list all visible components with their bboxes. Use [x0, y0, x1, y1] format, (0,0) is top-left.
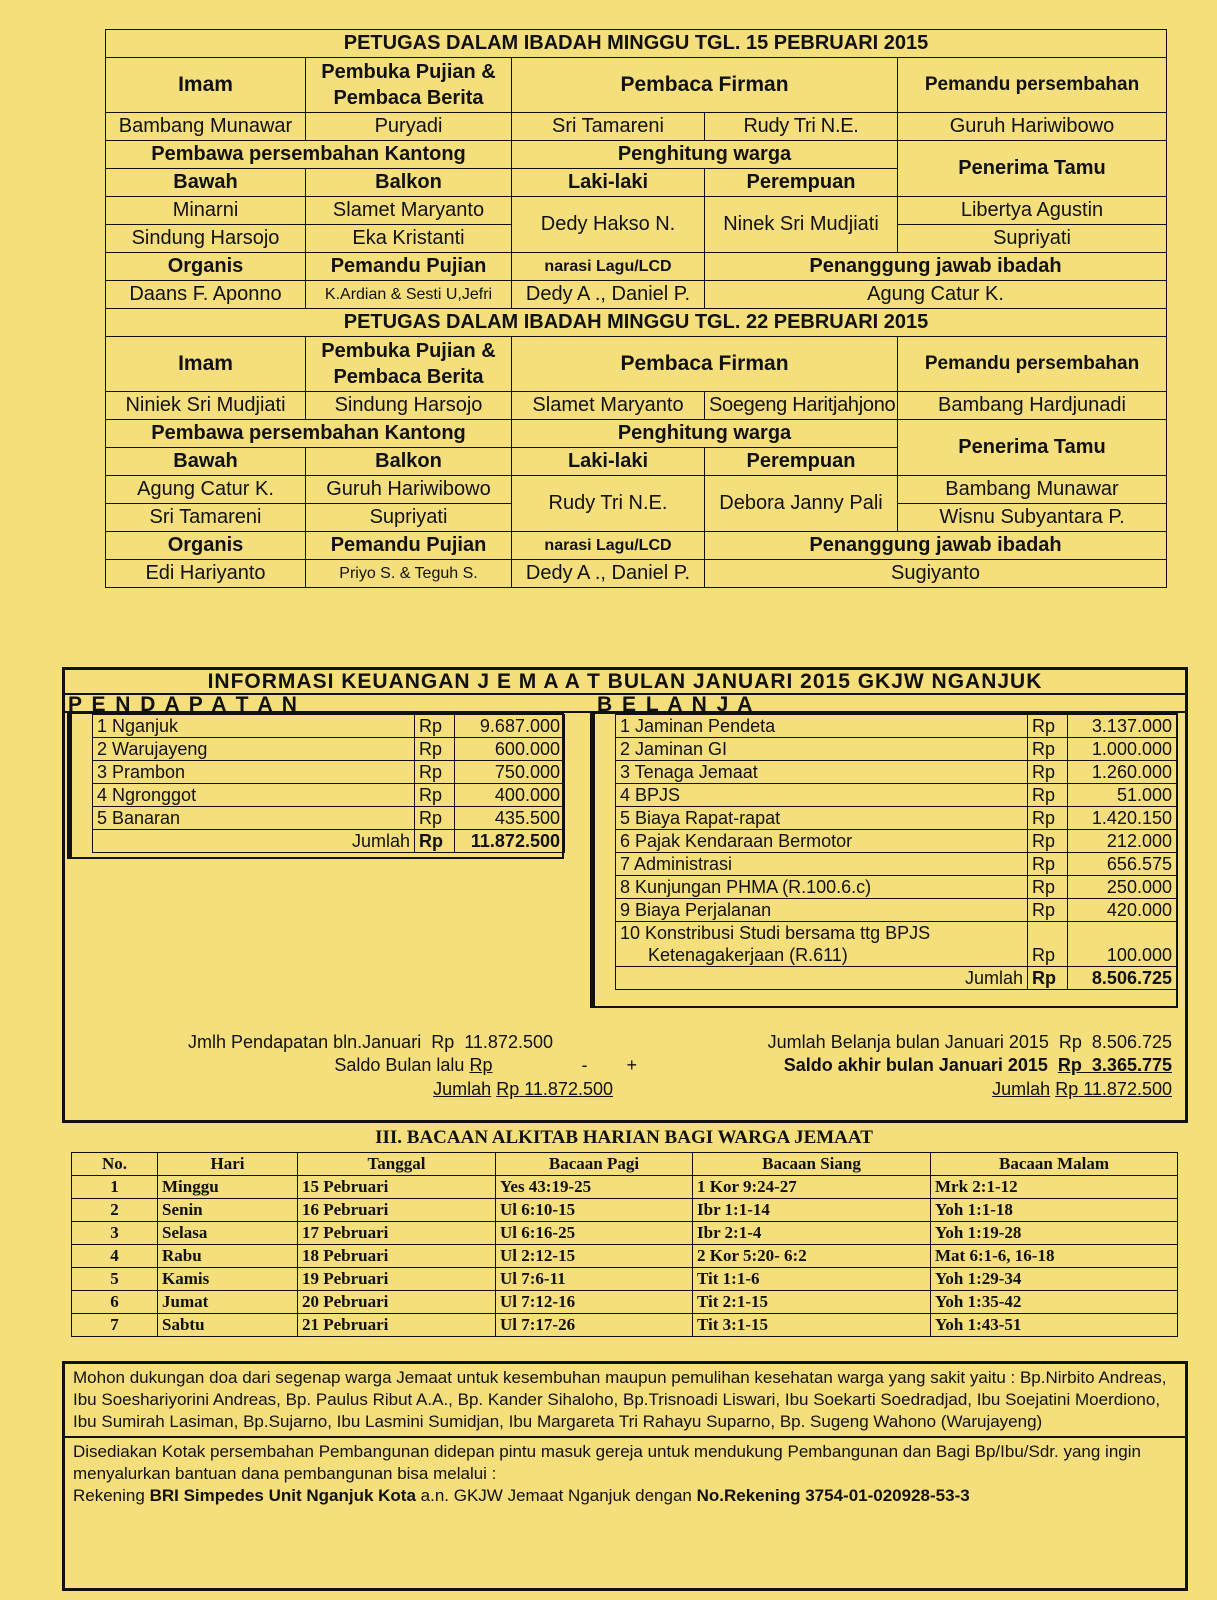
bible-cell: 17 Pebruari [302, 1223, 389, 1242]
bible-cell: Rabu [162, 1246, 202, 1265]
header-bawah: Bawah [173, 450, 238, 472]
expense-currency: Rp [1032, 784, 1056, 805]
income-currency: Rp [419, 761, 443, 782]
bible-cell: Tit 1:1-6 [697, 1269, 760, 1288]
bible-reading-table [71, 1152, 1178, 1337]
income-total-label: Jumlah [351, 830, 410, 851]
bible-cell: Ul 7:17-26 [500, 1315, 576, 1334]
balkon-2: Eka Kristanti [352, 227, 465, 249]
prayer-request: Mohon dukungan doa dari segenap warga Jemaat untuk kesembuhan maupun pemulihan kesehatan warga yang sakit yaitu : Bp.Nirbito Andreas, Ibu Soeshariyorini Andreas, Bp. Paulus Ribut A.A., Bp. Kander Sihaloho, Bp.Trisnoadi Liswari, Ibu Soekarti Soedradjad, Ibu Soejatini Moerdiono, Ibu Sumirah Lasiman, Bp.Sujarno, Ibu Lasmini Sumidjan, Ibu Margareta Tri Rahayu Suparno, Bp. Sugeng Wahono (Warujayeng) [73, 1368, 1167, 1431]
bible-cell: 19 Pebruari [302, 1269, 389, 1288]
expense-currency: Rp [1032, 761, 1056, 782]
roster-title-cell [106, 30, 1167, 58]
header-balkon: Balkon [375, 450, 442, 472]
organis-name: Edi Hariyanto [145, 562, 266, 584]
bible-cell: Yoh 1:29-34 [935, 1269, 1022, 1288]
imam-name: Niniek Sri Mudjiati [125, 394, 286, 416]
penanggung-jawab-name: Sugiyanto [891, 562, 980, 584]
bible-cell: Selasa [162, 1223, 208, 1242]
expense-name: 7 Administrasi [620, 853, 733, 874]
income-amount: 435.500 [494, 807, 560, 828]
pembaca-firman-2: Rudy Tri N.E. [743, 115, 859, 137]
income-currency: Rp [419, 807, 443, 828]
bible-cell: 5 [110, 1269, 119, 1288]
header-bawah: Bawah [173, 171, 238, 193]
bible-cell: 3 [110, 1223, 119, 1242]
bible-cell: Yoh 1:43-51 [935, 1315, 1022, 1334]
header-pemandu-pujian: Pemandu Pujian [330, 255, 487, 277]
expense-amount: 656.575 [1106, 853, 1172, 874]
bible-cell: Mrk 2:1-12 [935, 1177, 1018, 1196]
header-narasi: narasi Lagu/LCD [544, 536, 672, 554]
header-perempuan: Perempuan [746, 450, 856, 472]
header-penerima-tamu: Penerima Tamu [958, 157, 1106, 179]
bible-cell: Tit 2:1-15 [697, 1292, 768, 1311]
summary-right-3: Jumlah Rp 11.872.500 [992, 1079, 1172, 1099]
income-box [67, 712, 564, 859]
bible-cell: 2 Kor 5:20- 6:2 [697, 1246, 807, 1265]
bible-cell: 1 Kor 9:24-27 [697, 1177, 797, 1196]
bible-header: Bacaan Malam [998, 1154, 1110, 1173]
header-penerima-tamu: Penerima Tamu [958, 436, 1106, 458]
expense-amount: 51.000 [1116, 784, 1172, 805]
header-penghitung: Penghitung warga [617, 143, 792, 165]
expense-amount: 3.137.000 [1091, 715, 1172, 736]
header-penanggung-jawab: Penanggung jawab ibadah [809, 534, 1062, 556]
bawah-2: Sri Tamareni [149, 506, 262, 528]
bible-row [72, 1291, 1178, 1314]
header-organis: Organis [167, 255, 244, 277]
summary-left-2: Saldo Bulan lalu Rp - + [334, 1055, 637, 1075]
expense-box [590, 712, 1178, 1008]
income-amount: 750.000 [494, 761, 560, 782]
income-amount: 600.000 [494, 738, 560, 759]
bible-row [72, 1222, 1178, 1245]
bible-cell: 15 Pebruari [302, 1177, 389, 1196]
header-kantong: Pembawa persembahan Kantong [151, 143, 466, 165]
expense-row [616, 899, 1177, 922]
roster-title: PETUGAS DALAM IBADAH MINGGU TGL. 15 PEBRUARI 2015 [343, 32, 929, 54]
pemandu-name: Bambang Hardjunadi [938, 394, 1126, 416]
bible-header: No. [101, 1154, 128, 1173]
header-imam: Imam [178, 352, 233, 375]
expense-name: 8 Kunjungan PHMA (R.100.6.c) [620, 876, 872, 897]
header-perempuan: Perempuan [746, 171, 856, 193]
expense-row [616, 784, 1177, 807]
penghitung-perempuan: Debora Janny Pali [719, 492, 883, 514]
pembaca-firman-2: Soegeng Haritjahjono [709, 394, 896, 416]
expense-name: 10 Konstribusi Studi bersama ttg BPJS [620, 923, 931, 943]
expense-name: 4 BPJS [620, 784, 681, 805]
pembuka-name: Puryadi [374, 115, 443, 137]
income-name: 4 Ngronggot [97, 784, 197, 805]
finance-section [62, 667, 1188, 1123]
header-balkon: Balkon [375, 171, 442, 193]
header-pembaca-berita: Pembaca Berita [333, 87, 484, 109]
bible-cell: Senin [162, 1200, 203, 1219]
bible-cell: Minggu [162, 1177, 219, 1196]
expense-total-label: Jumlah [964, 967, 1023, 988]
expense-currency: Rp [1032, 830, 1056, 851]
bible-header-row [72, 1153, 1178, 1176]
expense-name: 6 Pajak Kendaraan Bermotor [620, 830, 853, 851]
pemandu-pujian-name: K.Ardian & Sesti U,Jefri [324, 285, 493, 303]
expense-row [616, 876, 1177, 899]
bible-cell: Ibr 2:1-4 [697, 1223, 762, 1242]
income-amount: 400.000 [494, 784, 560, 805]
expense-amount: 250.000 [1106, 876, 1172, 897]
narasi-name: Dedy A ., Daniel P. [525, 283, 691, 305]
expense-amount: 212.000 [1106, 830, 1172, 851]
bible-cell: Yes 43:19-25 [500, 1177, 592, 1196]
donation-info: Disediakan Kotak persembahan Pembangunan didepan pintu masuk gereja untuk mendukung Pembangunan dan Bagi Bp/Ibu/Sdr. yang ingin menyalurkan bantuan dana pembangunan bisa melalui : Rekening BRI Simpedes Unit Nganjuk Kota a.n. GKJW Jemaat Nganjuk dengan No.Rekening 3754-01-020928-53-3 [73, 1442, 1141, 1505]
bible-cell: Sabtu [162, 1315, 205, 1334]
income-total-currency: Rp [419, 830, 443, 851]
expense-currency: Rp [1032, 807, 1056, 828]
expense-label: B E L A N J A [597, 693, 755, 716]
expense-amount: 1.420.150 [1091, 807, 1172, 828]
expense-table [615, 714, 1177, 990]
income-total-amount: 11.872.500 [470, 830, 560, 851]
bible-row [72, 1245, 1178, 1268]
expense-name-cont: Ketenagakerjaan (R.611) [648, 945, 848, 965]
header-pemandu-persembahan: Pemandu persembahan [924, 74, 1140, 95]
bible-cell: Mat 6:1-6, 16-18 [935, 1246, 1055, 1265]
expense-row [616, 761, 1177, 784]
expense-amount: 420.000 [1106, 899, 1172, 920]
expense-name: 2 Jaminan GI [620, 738, 728, 759]
penerima-tamu-1: Bambang Munawar [945, 478, 1119, 500]
bible-cell: Tit 3:1-15 [697, 1315, 768, 1334]
income-label: P E N D A P A T A N [68, 693, 299, 716]
narasi-name: Dedy A ., Daniel P. [525, 562, 691, 584]
expense-currency: Rp [1032, 945, 1056, 965]
expense-currency: Rp [1032, 715, 1056, 736]
expense-total-amount: 8.506.725 [1091, 967, 1172, 988]
bible-cell: Kamis [162, 1269, 210, 1288]
bible-row [72, 1199, 1178, 1222]
bible-cell: 7 [110, 1315, 119, 1334]
expense-amount: 1.000.000 [1091, 738, 1172, 759]
expense-currency: Rp [1032, 876, 1056, 897]
bible-header: Bacaan Pagi [548, 1154, 640, 1173]
income-row [93, 738, 565, 761]
bible-row [72, 1176, 1178, 1199]
income-row [93, 784, 565, 807]
expense-name: 1 Jaminan Pendeta [620, 715, 776, 736]
header-laki: Laki-laki [567, 450, 649, 472]
summary-right-2: Saldo akhir bulan Januari 2015 Rp 3.365.775 [783, 1055, 1172, 1075]
organis-name: Daans F. Aponno [129, 283, 282, 305]
pembaca-firman-1: Sri Tamareni [552, 115, 664, 137]
expense-row [616, 853, 1177, 876]
penghitung-perempuan: Ninek Sri Mudjiati [723, 213, 879, 235]
bible-cell: Ul 7:6-11 [500, 1269, 566, 1288]
bible-cell: Jumat [162, 1292, 209, 1311]
income-row [93, 715, 565, 738]
income-currency: Rp [419, 784, 443, 805]
bible-cell: Ul 6:16-25 [500, 1223, 576, 1242]
header-kantong: Pembawa persembahan Kantong [151, 422, 466, 444]
roster-title-cell [106, 309, 1167, 337]
expense-currency: Rp [1032, 899, 1056, 920]
pembaca-firman-1: Slamet Maryanto [532, 394, 684, 416]
header-pembaca-firman: Pembaca Firman [620, 73, 789, 96]
header-pembuka: Pembuka Pujian & [321, 61, 496, 83]
bible-cell: Yoh 1:19-28 [935, 1223, 1022, 1242]
bawah-1: Agung Catur K. [137, 478, 274, 500]
income-row [93, 761, 565, 784]
imam-name: Bambang Munawar [118, 115, 293, 137]
expense-name: 3 Tenaga Jemaat [620, 761, 758, 782]
bible-header: Bacaan Siang [762, 1154, 861, 1173]
header-laki: Laki-laki [567, 171, 649, 193]
bible-cell: 18 Pebruari [302, 1246, 389, 1265]
expense-row [616, 715, 1177, 738]
balkon-2: Supriyati [369, 506, 448, 528]
pemandu-pujian-name: Priyo S. & Teguh S. [339, 564, 478, 582]
penerima-tamu-2: Wisnu Subyantara P. [939, 506, 1125, 528]
finance-title: INFORMASI KEUANGAN J E M A A T BULAN JANUARI 2015 GKJW NGANJUK [65, 670, 1185, 695]
bawah-1: Minarni [172, 199, 239, 221]
bible-cell: Ul 2:12-15 [500, 1246, 576, 1265]
bible-cell: 20 Pebruari [302, 1292, 389, 1311]
header-narasi: narasi Lagu/LCD [544, 257, 672, 275]
header-pemandu-persembahan: Pemandu persembahan [924, 353, 1140, 374]
expense-row [616, 738, 1177, 761]
summary-left-3: Jumlah Rp 11.872.500 [433, 1079, 613, 1099]
bible-cell: Yoh 1:1-18 [935, 1200, 1013, 1219]
bawah-2: Sindung Harsojo [131, 227, 280, 249]
bible-header: Hari [210, 1154, 245, 1173]
bible-cell: 2 [110, 1200, 119, 1219]
bible-cell: 6 [110, 1292, 119, 1311]
bible-cell: Ibr 1:1-14 [697, 1200, 770, 1219]
expense-row [616, 830, 1177, 853]
income-name: 2 Warujayeng [97, 738, 208, 759]
expense-currency: Rp [1032, 738, 1056, 759]
bible-cell: 4 [110, 1246, 119, 1265]
header-penanggung-jawab: Penanggung jawab ibadah [809, 255, 1062, 277]
summary-right-1: Jumlah Belanja bulan Januari 2015 Rp 8.506.725 [767, 1032, 1172, 1052]
income-name: 5 Banaran [97, 807, 181, 828]
summary-left-1: Jmlh Pendapatan bln.Januari Rp 11.872.500 [188, 1032, 553, 1052]
bible-cell: 16 Pebruari [302, 1200, 389, 1219]
pemandu-name: Guruh Hariwibowo [949, 115, 1115, 137]
bible-header: Tanggal [367, 1154, 426, 1173]
header-pemandu-pujian: Pemandu Pujian [330, 534, 487, 556]
header-pembuka: Pembuka Pujian & [321, 340, 496, 362]
pembuka-name: Sindung Harsojo [334, 394, 483, 416]
header-pembaca-firman: Pembaca Firman [620, 352, 789, 375]
penghitung-laki: Dedy Hakso N. [540, 213, 676, 235]
income-row [93, 807, 565, 830]
expense-total-currency: Rp [1032, 967, 1056, 988]
income-name: 3 Prambon [97, 761, 186, 782]
expense-row [616, 807, 1177, 830]
header-penghitung: Penghitung warga [617, 422, 792, 444]
header-imam: Imam [178, 73, 233, 96]
header-pembaca-berita: Pembaca Berita [333, 366, 484, 388]
bible-cell: 1 [110, 1177, 119, 1196]
income-currency: Rp [419, 738, 443, 759]
income-amount: 9.687.000 [479, 715, 560, 736]
bible-cell: 21 Pebruari [302, 1315, 389, 1334]
penerima-tamu-2: Supriyati [993, 227, 1071, 249]
bible-row [72, 1268, 1178, 1291]
penghitung-laki: Rudy Tri N.E. [548, 492, 668, 514]
expense-name: 9 Biaya Perjalanan [620, 899, 772, 920]
bible-cell: Ul 7:12-16 [500, 1292, 576, 1311]
expense-name: 5 Biaya Rapat-rapat [620, 807, 781, 828]
expense-amount: 1.260.000 [1091, 761, 1172, 782]
income-total-row [93, 830, 565, 853]
expense-amount: 100.000 [1106, 945, 1172, 965]
income-name: 1 Nganjuk [97, 715, 179, 736]
bible-cell: Ul 6:10-15 [500, 1200, 576, 1219]
penanggung-jawab-name: Agung Catur K. [867, 283, 1004, 305]
income-currency: Rp [419, 715, 443, 736]
expense-total-row [616, 967, 1177, 990]
service-roster [105, 29, 1167, 588]
expense-row [616, 922, 1177, 967]
header-organis: Organis [167, 534, 244, 556]
roster-title: PETUGAS DALAM IBADAH MINGGU TGL. 22 PEBRUARI 2015 [343, 311, 929, 333]
income-table [92, 714, 565, 853]
bible-row [72, 1314, 1178, 1337]
penerima-tamu-1: Libertya Agustin [960, 199, 1104, 221]
expense-currency: Rp [1032, 853, 1056, 874]
bible-title: III. BACAAN ALKITAB HARIAN BAGI WARGA JEMAAT [375, 1127, 873, 1148]
bible-cell: Yoh 1:35-42 [935, 1292, 1022, 1311]
balkon-1: Guruh Hariwibowo [326, 478, 491, 500]
notes-box [62, 1361, 1188, 1591]
balkon-1: Slamet Maryanto [332, 199, 485, 221]
